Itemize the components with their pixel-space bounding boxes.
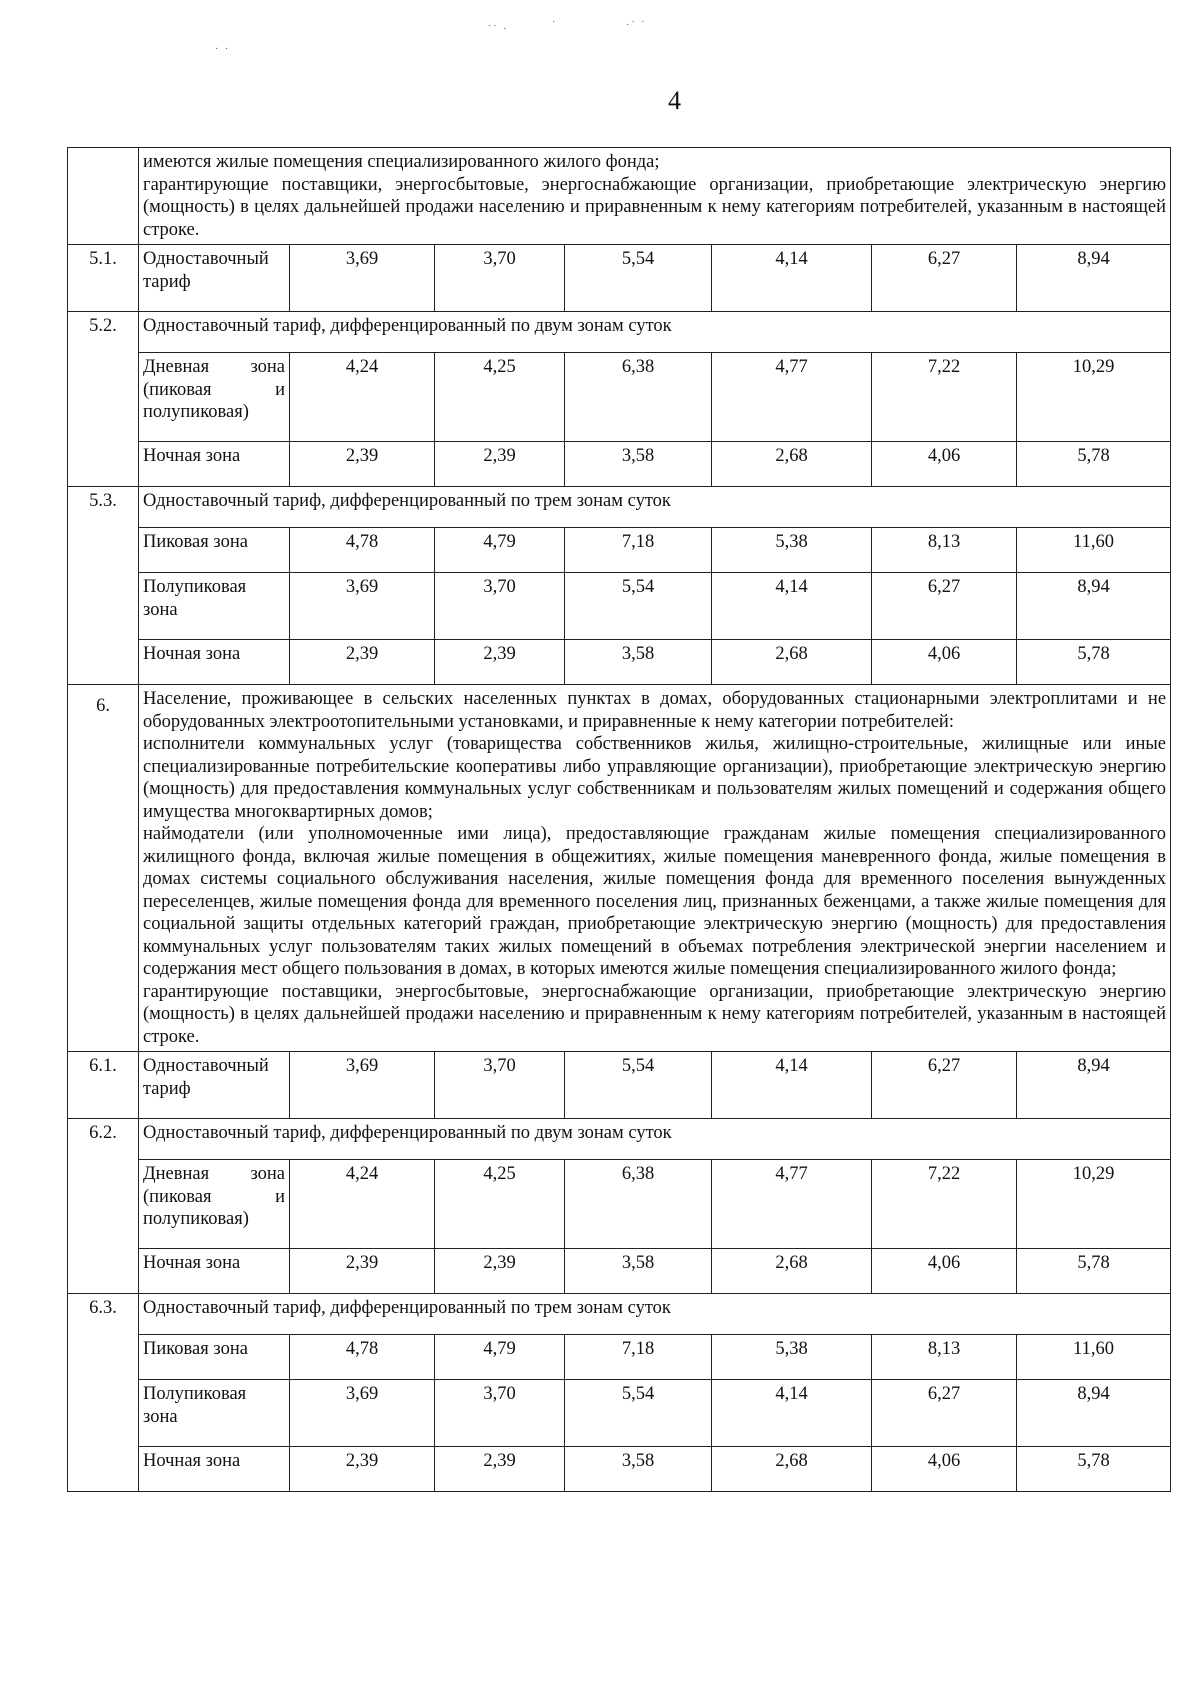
tariff-value: 4,14 (712, 1380, 872, 1447)
tariff-value: 8,94 (1017, 1380, 1171, 1447)
tariff-section-title: Одноставочный тариф, дифференцированный по двум зонам суток (139, 312, 1171, 353)
tariff-label: Одноставочный тариф (139, 1052, 290, 1119)
tariff-label: Ночная зона (139, 1447, 290, 1492)
tariff-value: 6,27 (872, 1052, 1017, 1119)
table-row-peak-zone (68, 528, 1171, 573)
table-row-6-2 (68, 1119, 1171, 1160)
tariff-value: 3,58 (565, 1249, 712, 1294)
tariff-value: 2,68 (712, 442, 872, 487)
tariff-value: 4,14 (712, 1052, 872, 1119)
tariff-label: Ночная зона (139, 1249, 290, 1294)
tariff-value: 3,69 (290, 573, 435, 640)
tariff-value: 11,60 (1017, 528, 1171, 573)
tariff-section-title: Одноставочный тариф, дифференцированный по двум зонам суток (139, 1119, 1171, 1160)
tariff-value: 3,69 (290, 245, 435, 312)
tariff-value: 2,39 (290, 1447, 435, 1492)
tariff-value: 5,54 (565, 1380, 712, 1447)
tariff-value: 3,70 (435, 573, 565, 640)
tariff-label: Полупиковая зона (139, 1380, 290, 1447)
tariff-value: 3,69 (290, 1380, 435, 1447)
tariff-value: 8,94 (1017, 245, 1171, 312)
tariff-label: Одноставочный тариф (139, 245, 290, 312)
tariff-value: 4,14 (712, 573, 872, 640)
tariff-table (67, 147, 1171, 1492)
tariff-value: 4,06 (872, 1447, 1017, 1492)
table-row-5-1 (68, 245, 1171, 312)
tariff-value: 4,25 (435, 1160, 565, 1249)
tariff-value: 2,39 (290, 640, 435, 685)
tariff-label (139, 1160, 290, 1249)
tariff-value: 2,68 (712, 1249, 872, 1294)
description-paragraph: гарантирующие поставщики, энергосбытовые, энергоснабжающие организации, приобретающие электрическую энергию (мощность) в целях дальнейшей продажи населению и приравненным к нему категориям потребителей, указанным в настоящей строке. (143, 981, 1167, 1047)
label-word: и (275, 379, 285, 400)
table-row-6-1 (68, 1052, 1171, 1119)
tariff-value: 3,70 (435, 1380, 565, 1447)
tariff-value: 6,38 (565, 1160, 712, 1249)
tariff-value: 7,18 (565, 528, 712, 573)
row-number: 5.3. (68, 487, 139, 685)
tariff-label: Ночная зона (139, 442, 290, 487)
tariff-value: 6,27 (872, 573, 1017, 640)
table-row-5-2 (68, 312, 1171, 353)
description-paragraph: исполнители коммунальных услуг (товарищества собственников жилья, жилищно-строительные, жилищные или иные специализированные потребительские кооперативы либо управляющие организации), приобретающие электрическую энергию (мощность) для предоставления коммунальных услуг собственникам и пользователям жилых помещений и содержания общего имущества многоквартирных домов; (143, 734, 1167, 822)
table-row-peak-zone (68, 1335, 1171, 1380)
tariff-value: 3,58 (565, 442, 712, 487)
tariff-value: 4,24 (290, 353, 435, 442)
row-number: 5.1. (68, 245, 139, 312)
tariff-value: 3,70 (435, 245, 565, 312)
tariff-section-title: Одноставочный тариф, дифференцированный по трем зонам суток (139, 1294, 1171, 1335)
description-paragraph: наймодатели (или уполномоченные ими лица), предоставляющие гражданам жилые помещения специализированного жилищного фонда, включая жилые помещения в общежитиях, жилые помещения маневренного фонда, жилые помещения в домах системы социального обслуживания населения, жилые помещения фонда для временного поселения вынужденных переселенцев, жилые помещения фонда для временного поселения лиц, признанных беженцами, а также жилые помещения для социальной защиты отдельных категорий граждан, приобретающие электрическую энергию (мощность) для предоставления коммунальных услуг пользователям таких жилых помещений в объемах потребления электрической энергии населением и содержания мест общего пользования в домах, в которых имеются жилые помещения специализированного жилого фонда; (143, 824, 1167, 979)
tariff-label: Пиковая зона (139, 1335, 290, 1380)
label-word: полупиковая) (143, 1209, 249, 1229)
scan-speckle: ˙˙ · (488, 24, 509, 35)
tariff-label: Пиковая зона (139, 528, 290, 573)
page-number: 4 (668, 86, 681, 115)
tariff-label: Ночная зона (139, 640, 290, 685)
tariff-value: 10,29 (1017, 1160, 1171, 1249)
table-row-semi-peak-zone (68, 1380, 1171, 1447)
tariff-value: 5,78 (1017, 442, 1171, 487)
tariff-value: 2,39 (435, 442, 565, 487)
tariff-value: 4,77 (712, 353, 872, 442)
tariff-value: 5,78 (1017, 1447, 1171, 1492)
scan-speckle: ·˙ ˙ (626, 20, 647, 31)
label-word: (пиковая (143, 1186, 212, 1207)
tariff-value: 4,78 (290, 1335, 435, 1380)
row-number: 6.1. (68, 1052, 139, 1119)
tariff-value: 2,39 (435, 640, 565, 685)
label-word: и (275, 1186, 285, 1207)
tariff-value: 6,38 (565, 353, 712, 442)
scan-speckle: ˙ (552, 20, 558, 31)
tariff-value: 7,22 (872, 1160, 1017, 1249)
tariff-value: 3,58 (565, 640, 712, 685)
tariff-value: 4,79 (435, 1335, 565, 1380)
tariff-value: 6,27 (872, 1380, 1017, 1447)
tariff-value: 5,54 (565, 245, 712, 312)
tariff-value: 4,78 (290, 528, 435, 573)
table-row-semi-peak-zone (68, 573, 1171, 640)
description-paragraph: имеются жилые помещения специализированного жилого фонда; (143, 152, 660, 172)
tariff-value: 5,78 (1017, 1249, 1171, 1294)
tariff-value: 3,70 (435, 1052, 565, 1119)
tariff-value: 2,39 (435, 1447, 565, 1492)
scan-speckle: · · (215, 44, 231, 55)
tariff-value: 3,58 (565, 1447, 712, 1492)
tariff-value: 5,78 (1017, 640, 1171, 685)
table-row-day-zone (68, 1160, 1171, 1249)
table-row-night-zone (68, 1447, 1171, 1492)
label-word: Дневная (143, 357, 210, 377)
row-number: 6.2. (68, 1119, 139, 1294)
tariff-label (139, 353, 290, 442)
label-word: зона (250, 1164, 285, 1184)
row-number: 6.3. (68, 1294, 139, 1492)
tariff-value: 2,68 (712, 1447, 872, 1492)
table-row-night-zone (68, 442, 1171, 487)
table-row-5-3 (68, 487, 1171, 528)
tariff-label: Полупиковая зона (139, 573, 290, 640)
category-description (139, 685, 1171, 1052)
tariff-value: 4,25 (435, 353, 565, 442)
tariff-value: 2,39 (290, 442, 435, 487)
row-number: 6. (68, 685, 139, 1052)
tariff-value: 2,68 (712, 640, 872, 685)
tariff-value: 3,69 (290, 1052, 435, 1119)
tariff-value: 4,14 (712, 245, 872, 312)
tariff-value: 4,06 (872, 442, 1017, 487)
row-number: 5.2. (68, 312, 139, 487)
tariff-value: 5,38 (712, 528, 872, 573)
tariff-value: 7,18 (565, 1335, 712, 1380)
tariff-value: 4,06 (872, 640, 1017, 685)
label-word: Дневная (143, 1164, 210, 1184)
table-row (68, 148, 1171, 245)
table-row-6 (68, 685, 1171, 1052)
table-row-day-zone (68, 353, 1171, 442)
tariff-value: 5,38 (712, 1335, 872, 1380)
tariff-section-title: Одноставочный тариф, дифференцированный по трем зонам суток (139, 487, 1171, 528)
tariff-value: 2,39 (435, 1249, 565, 1294)
tariff-value: 4,77 (712, 1160, 872, 1249)
tariff-value: 10,29 (1017, 353, 1171, 442)
label-word: (пиковая (143, 379, 212, 400)
intro-description (139, 148, 1171, 245)
table-row-6-3 (68, 1294, 1171, 1335)
tariff-value: 8,13 (872, 1335, 1017, 1380)
label-word: полупиковая) (143, 402, 249, 422)
table-row-night-zone (68, 1249, 1171, 1294)
tariff-value: 4,24 (290, 1160, 435, 1249)
tariff-value: 2,39 (290, 1249, 435, 1294)
description-paragraph: Население, проживающее в сельских населенных пунктах в домах, оборудованных стационарными электроплитами и не оборудованных электроотопительными установками, и приравненные к нему категории потребителей: (143, 689, 1167, 732)
tariff-value: 4,06 (872, 1249, 1017, 1294)
tariff-value: 4,79 (435, 528, 565, 573)
tariff-value: 8,13 (872, 528, 1017, 573)
tariff-value: 8,94 (1017, 1052, 1171, 1119)
tariff-value: 11,60 (1017, 1335, 1171, 1380)
label-word: зона (250, 357, 285, 377)
tariff-value: 5,54 (565, 573, 712, 640)
tariff-value: 5,54 (565, 1052, 712, 1119)
row-number-cell (68, 148, 139, 245)
description-paragraph: гарантирующие поставщики, энергосбытовые, энергоснабжающие организации, приобретающие электрическую энергию (мощность) в целях дальнейшей продажи населению и приравненным к нему категориям потребителей, указанным в настоящей строке. (143, 174, 1167, 240)
table-row-night-zone (68, 640, 1171, 685)
tariff-value: 8,94 (1017, 573, 1171, 640)
tariff-value: 7,22 (872, 353, 1017, 442)
tariff-value: 6,27 (872, 245, 1017, 312)
